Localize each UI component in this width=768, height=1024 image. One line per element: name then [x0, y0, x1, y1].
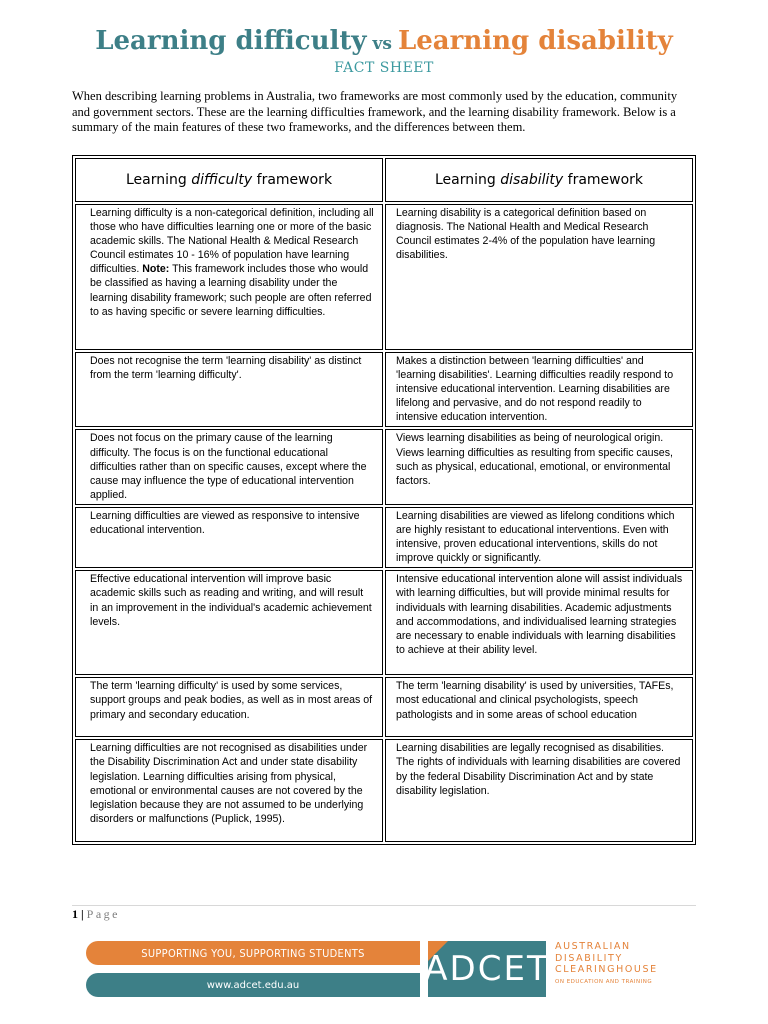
disability-cell: Makes a distinction between 'learning difficulties' and 'learning disabilities'. Learning difficulties readily respond to intensive educational intervention. Learning disabilities are lifelong and pervasive, and do not respond readily to intensive education intervention.	[385, 352, 693, 427]
adcet-logo: ADCET	[428, 941, 546, 997]
website-link[interactable]: www.adcet.edu.au	[86, 973, 420, 997]
difficulty-cell: The term 'learning difficulty' is used by some services, support groups and peak bodies, as well as in most areas of primary and secondary education.	[75, 677, 383, 737]
title-learning-difficulty: Learning difficulty	[95, 26, 367, 56]
table-row	[75, 429, 693, 504]
difficulty-cell: Learning difficulty is a non-categorical definition, including all those who have difficulties learning one or more of the basic academic skills. The National Health & Medical Research Council estimates 10 - 16% of population have learning difficulties. Note: This framework includes those who would be classified as having a learning disability under the learning disability framework; such people are often referred to as having specific or severe learning difficulties.	[75, 204, 383, 350]
disability-cell: Learning disabilities are legally recognised as disabilities. The rights of individuals with learning disabilities are covered by the federal Disability Discrimination Act and by state disability legislation.	[385, 739, 693, 842]
table-row	[75, 507, 693, 568]
difficulty-cell: Effective educational intervention will improve basic academic skills such as reading and writing, and will result in an improvement in the individual's academic achievement levels.	[75, 570, 383, 675]
footer-divider	[72, 905, 696, 906]
difficulty-cell: Does not focus on the primary cause of the learning difficulty. The focus is on the functional educational difficulties rather than on specific causes, except where the cause may influence the type of educational intervention applied.	[75, 429, 383, 504]
note-label: Note:	[142, 263, 170, 276]
disability-cell: Intensive educational intervention alone will assist individuals with learning difficulties, but will provide minimal results for individuals with learning disabilities. Academic adjustments and accommodations, and individualised learning strategies are necessary to enable individuals with learning disabilities to achieve at their ability level.	[385, 570, 693, 675]
page-title	[0, 26, 768, 56]
difficulty-cell: Does not recognise the term 'learning disability' as distinct from the term 'learning difficulty'.	[75, 352, 383, 427]
table-row	[75, 204, 693, 350]
comparison-table	[72, 155, 696, 845]
disability-cell: Learning disability is a categorical definition based on diagnosis. The National Health and Medical Research Council estimates 2-4% of the population have learning disabilities.	[385, 204, 693, 350]
table-row	[75, 677, 693, 737]
disability-cell: Views learning disabilities as being of neurological origin. Views learning difficulties as resulting from specific causes, such as physical, educational, emotional, or environmental factors.	[385, 429, 693, 504]
difficulty-cell: Learning difficulties are not recognised as disabilities under the Disability Discrimination Act and under state disability legislation. Learning difficulties arising from physical, emotional or environmental causes are not covered by the legislation because they are not assumed to be underlying disorders or malfunctions (Puplick, 1995).	[75, 739, 383, 842]
title-learning-disability: Learning disability	[397, 26, 673, 56]
column-header-disability: Learning disability framework	[385, 158, 693, 202]
title-vs: vs	[372, 34, 392, 54]
adcet-logo-text: AUSTRALIAN DISABILITY CLEARINGHOUSE ON EDUCATION AND TRAINING	[555, 941, 658, 985]
disability-cell: Learning disabilities are viewed as lifelong conditions which are highly resistant to educational interventions. Even with intensive, proven educational interventions, skills do not improve quickly or significantly.	[385, 507, 693, 568]
table-row	[75, 570, 693, 675]
column-header-difficulty: Learning difficulty framework	[75, 158, 383, 202]
page-number: 1 | Page	[72, 907, 120, 921]
intro-paragraph: When describing learning problems in Australia, two frameworks are most commonly used by the education, community and government sectors. These are the learning difficulties framework, and the learning disability framework. Below is a summary of the main features of these two frameworks, and the differences between them.	[72, 89, 678, 134]
difficulty-cell: Learning difficulties are viewed as responsive to intensive educational intervention.	[75, 507, 383, 568]
disability-cell: The term 'learning disability' is used by universities, TAFEs, most educational and clinical psychologists, speech pathologists and in some areas of school education	[385, 677, 693, 737]
table-header-row	[75, 158, 693, 202]
table-row	[75, 352, 693, 427]
page-subtitle: FACT SHEET	[334, 60, 434, 76]
tagline-banner: SUPPORTING YOU, SUPPORTING STUDENTS	[86, 941, 420, 965]
table-row	[75, 739, 693, 842]
